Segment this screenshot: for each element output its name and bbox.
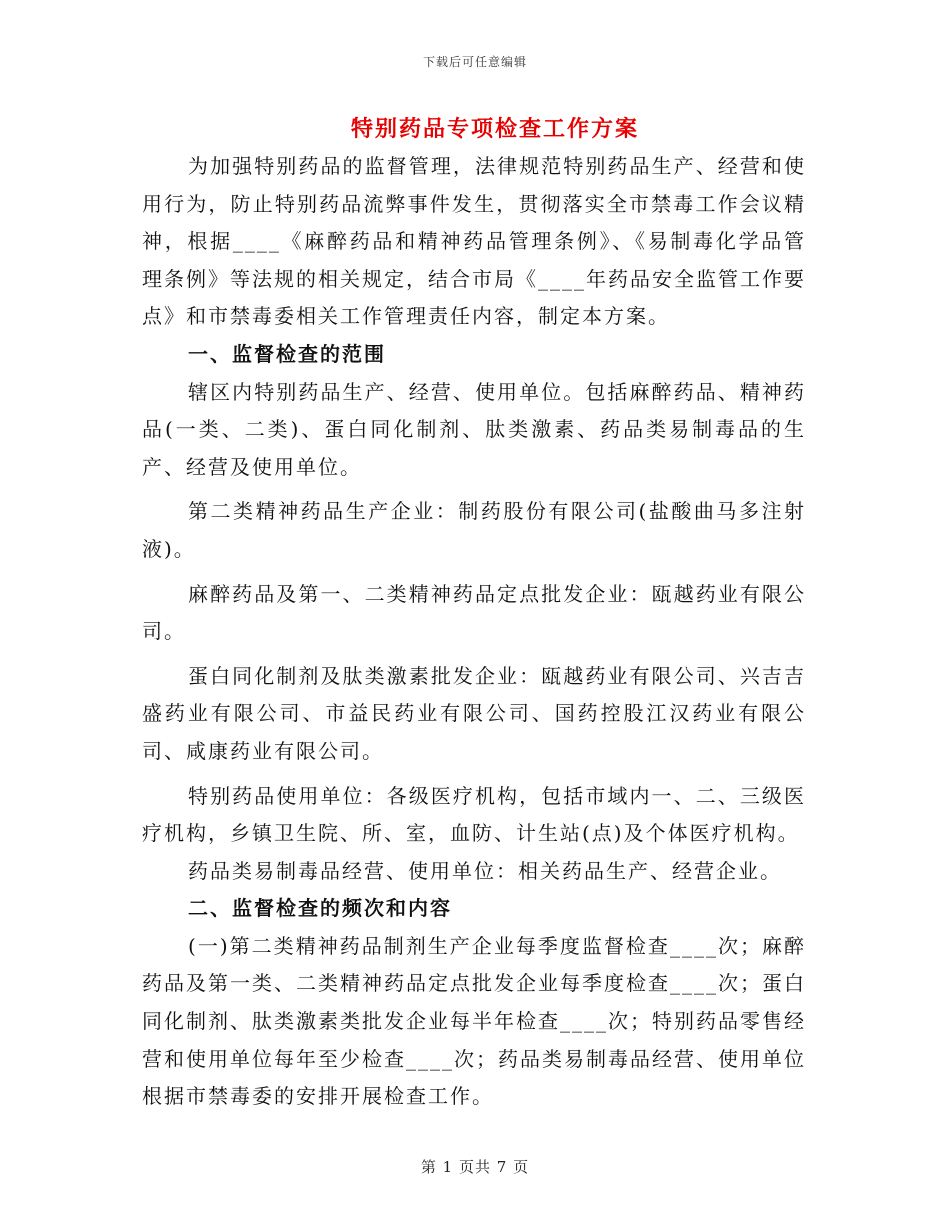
section-1-paragraph: 药品类易制毒品经营、使用单位：相关药品生产、经营企业。 <box>188 858 782 883</box>
document-body <box>142 148 806 1116</box>
intro-paragraph: 为加强特别药品的监督管理，法律规范特别药品生产、经营和使用行为，防止特别药品流弊事件发生，贯彻落实全市禁毒工作会议精神，根据____《麻醉药品和精神药品管理条例》、《易制毒化学品管理条例》等法规的相关规定，结合市局《____年药品安全监管工作要点》和市禁毒委相关工作管理责任内容，制定本方案。 <box>142 154 806 329</box>
section-2-paragraph: (一)第二类精神药品制剂生产企业每季度监督检查____次；麻醉药品及第一类、二类精神药品定点批发企业每季度检查____次；蛋白同化制剂、肽类激素类批发企业每半年检查____次；特别药品零售经营和使用单位每年至少检查____次；药品类易制毒品经营、使用单位根据市禁毒委的安排开展检查工作。 <box>142 933 806 1109</box>
page-number-footer: 第 1 页共 7 页 <box>420 1158 530 1176</box>
section-1-paragraph: 蛋白同化制剂及肽类激素批发企业：瓯越药业有限公司、兴吉吉盛药业有限公司、市益民药业有限公司、国药控股江汉药业有限公司、咸康药业有限公司。 <box>142 663 806 763</box>
section-1-paragraph: 第二类精神药品生产企业：制药股份有限公司(盐酸曲马多注射液)。 <box>142 499 806 561</box>
section-1-heading: 一、监督检查的范围 <box>188 341 386 366</box>
header-note: 下载后可任意编辑 <box>422 55 527 69</box>
section-1-paragraph: 特别药品使用单位：各级医疗机构，包括市域内一、二、三级医疗机构，乡镇卫生院、所、室，血防、计生站(点)及个体医疗机构。 <box>142 783 806 846</box>
document-title: 特别药品专项检查工作方案 <box>350 116 639 142</box>
section-1-paragraph: 辖区内特别药品生产、经营、使用单位。包括麻醉药品、精神药品(一类、二类)、蛋白同化制剂、肽类激素、药品类易制毒品的生产、经营及使用单位。 <box>142 379 806 479</box>
section-1-paragraph: 麻醉药品及第一、二类精神药品定点批发企业：瓯越药业有限公司。 <box>142 581 806 644</box>
section-2-heading: 二、监督检查的频次和内容 <box>188 896 452 921</box>
